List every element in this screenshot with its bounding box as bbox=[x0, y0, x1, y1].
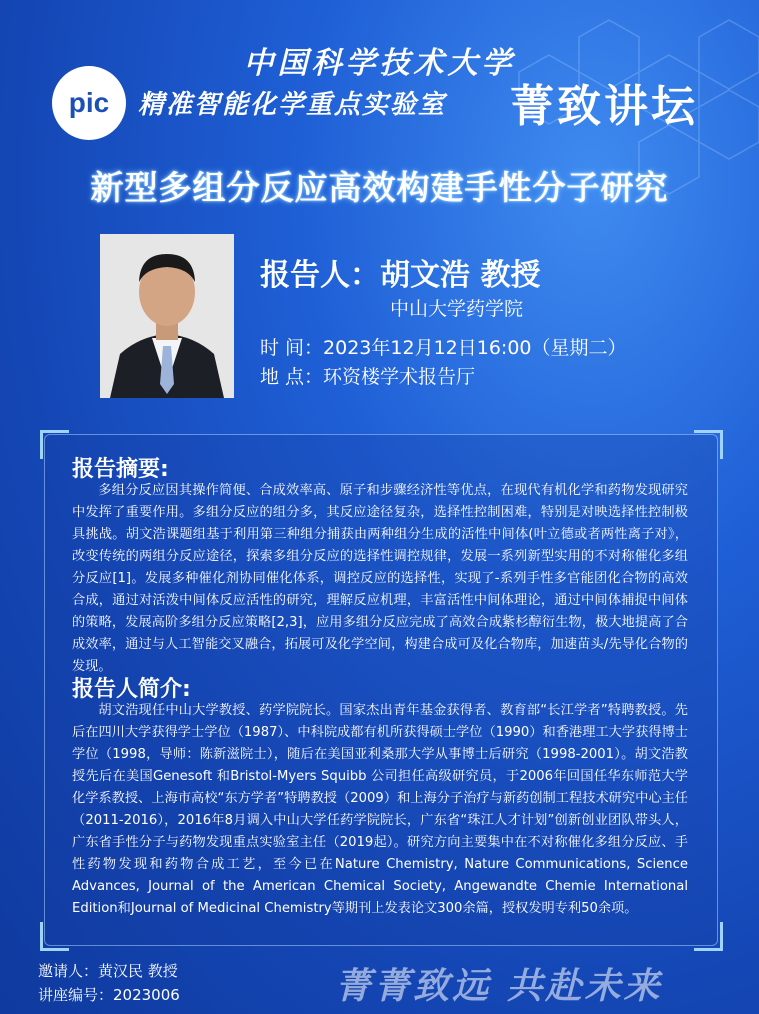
speaker-photo bbox=[100, 234, 234, 398]
abstract-heading: 报告摘要: bbox=[72, 457, 169, 482]
lecture-time: 时 间：2023年12月12日16:00（星期二） bbox=[260, 337, 627, 359]
abstract-text: 多组分反应因其操作简便、合成效率高、原子和步骤经济性等优点，在现代有机化学和药物发现研究中发挥了重要作用。多组分反应的组分多，其反应途径复杂，选择性控制困难，特别是对映选择性控制极具挑战。胡文浩课题组基于利用第三种组分捕获由两种组分生成的活性中间体(叶立德或者两性离子对》，改变传统的两组分反应途径，探索多组分反应的选择性调控规律，发展一系列新型实用的不对称催化多组分反应[1]。发展多种催化剂协同催化体系，调控反应的选择性，实现了-系列手性多官能团化合物的高效合成，通过对活泼中间体反应活性的研究，理解反应机理，丰富活性中间体理论，通过中间体捕捉中间体的策略，发展高阶多组分反应策略[2,3]，应用多组分反应完成了高效合成紫杉醇衍生物，极大地提高了合成效率，通过与人工智能交叉融合，拓展可及化学空间，构建合成可及化合物库，加速苗头/先导化合物的发现。 bbox=[72, 483, 688, 674]
logo-text: pic bbox=[68, 87, 110, 118]
forum-name: 菁致讲坛 bbox=[510, 81, 698, 132]
speaker-affiliation: 中山大学药学院 bbox=[390, 298, 524, 320]
bio-text: 胡文浩现任中山大学教授、药学院院长。国家杰出青年基金获得者、教育部“长江学者”特聘教授。先后在四川大学获得学士学位（1987）、中科院成都有机所获得硕士学位（1990）和香港理工大学获得博士学位（1998，导师：陈新滋院士），随后在美国亚利桑那大学从事博士后研究（1998-2001）。胡文浩教授先后在美国Genesoft 和Bristol-Myers Squibb 公司担任高级研究员，于2006年回国任华东师范大学化学系教授、上海市高校“东方学者”特聘教授（2009）和上海分子治疗与新药创制工程技术研究中心主任（2011-2016），2016年8月调入中山大学任药学院院长，广东省“珠江人才计划”创新创业团队带头人，广东省手性分子与药物发现重点实验室主任（2019起）。研究方向主要集中在不对称催化多组分反应、手性药物发现和药物合成工艺，至今已在Nature Chemistry, Nature Communications, Science Advances, Journal of the American Chemical Society, Angewandte Chemie International Edition和Journal of Medicinal Chemistry等期刊上发表论文300余篇，授权发明专利50余项。 bbox=[72, 703, 688, 916]
inviter: 邀请人：黄汉民 教授 bbox=[38, 962, 178, 980]
lecture-place: 地 点：环资楼学术报告厅 bbox=[260, 366, 476, 388]
university-name: 中国科学技术大学 bbox=[243, 46, 516, 81]
speaker-name: 报告人：胡文浩 教授 bbox=[260, 258, 541, 293]
bio-heading: 报告人简介: bbox=[72, 677, 191, 702]
panel-corner-top-right bbox=[694, 430, 723, 459]
lab-logo bbox=[52, 66, 126, 140]
panel-corner-bottom-right bbox=[694, 922, 723, 951]
lecture-title: 新型多组分反应高效构建手性分子研究 bbox=[90, 168, 669, 207]
lab-name: 精准智能化学重点实验室 bbox=[138, 90, 447, 120]
slogan: 菁菁致远 共赴未来 bbox=[335, 965, 663, 1007]
panel-corner-bottom-left bbox=[40, 922, 69, 951]
lecture-number: 讲座编号：2023006 bbox=[38, 986, 180, 1004]
panel-corner-top-left bbox=[40, 430, 69, 459]
